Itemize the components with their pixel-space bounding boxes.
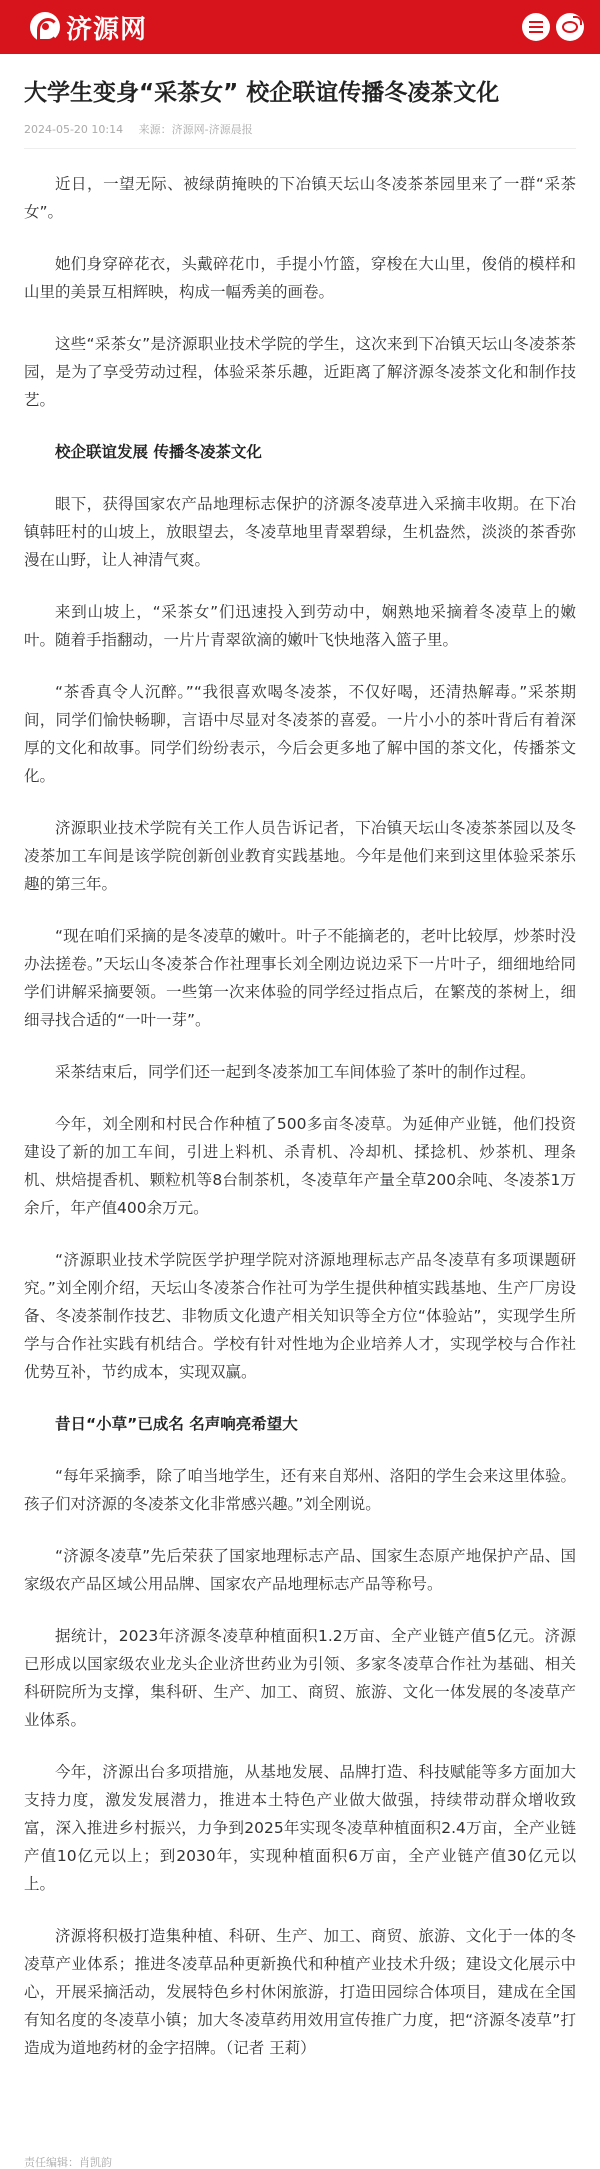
paragraph: 采茶结束后，同学们还一起到冬凌茶加工车间体验了茶叶的制作过程。 xyxy=(55,1063,536,1081)
paragraph: 今年，刘全刚和村民合作种植了500多亩冬凌草。为延伸产业链，他们投资建设了新的加工车间，引进上料机、杀青机、冷却机、揉捻机、炒茶机、理条机、烘焙提香机、颗粒机等8台制茶机，冬凌草年产量全草200余吨、冬凌茶1万余斤，年产值400余万元。 xyxy=(24,1115,576,1217)
menu-icon[interactable] xyxy=(522,13,550,41)
paragraph: “现在咱们采摘的是冬凌草的嫩叶。叶子不能摘老的，老叶比较厚，炒茶时没办法搓卷。”天坛山冬凌茶合作社理事长刘全刚边说边采下一片叶子，细细地给同学们讲解采摘要领。一些第一次来体验的同学经过指点后，在繁茂的茶树上，细细寻找合适的“一叶一芽”。 xyxy=(24,927,576,1029)
article-title: 大学生变身“采茶女” 校企联谊传播冬凌茶文化 xyxy=(24,80,500,106)
weibo-glyph-icon xyxy=(562,21,578,33)
paragraph: 济源将积极打造集种植、科研、生产、加工、商贸、旅游、文化于一体的冬凌草产业体系；推进冬凌草品种更新换代和种植产业技术升级；建设文化展示中心，开展采摘活动，发展特色乡村休闲旅游，打造田园综合体项目，建成在全国有知名度的冬凌草小镇；加大冬凌草药用效用宣传推广力度，把“济源冬凌草”打造成为道地药材的金字招牌。（记者 王莉） xyxy=(24,1927,576,2057)
section-heading: 校企联谊发展 传播冬凌茶文化 xyxy=(55,443,262,461)
paragraph: “济源职业技术学院医学护理学院对济源地理标志产品冬凌草有多项课题研究。”刘全刚介绍，天坛山冬凌茶合作社可为学生提供种植实践基地、生产厂房设备、冬凌茶制作技艺、非物质文化遗产相关知识等全方位“体验站”，实现学生所学与合作社实践有机结合。学校有针对性地为企业培养人才，实现学校与合作社优势互补，节约成本，实现双赢。 xyxy=(24,1251,576,1381)
logo-mark-icon xyxy=(30,12,60,42)
responsible-editor: 责任编辑：肖凯韵 xyxy=(24,2156,112,2169)
paragraph: “济源冬凌草”先后荣获了国家地理标志产品、国家生态原产地保护产品、国家级农产品区域公用品牌、国家农产品地理标志产品等称号。 xyxy=(24,1547,576,1593)
paragraph: 她们身穿碎花衣，头戴碎花巾，手提小竹篮，穿梭在大山里，俊俏的模样和山里的美景互相辉映，构成一幅秀美的画卷。 xyxy=(24,255,576,301)
section-heading: 昔日“小草”已成名 名声响亮希望大 xyxy=(55,1415,298,1433)
weibo-icon[interactable] xyxy=(556,13,584,41)
paragraph: “茶香真令人沉醉。”“我很喜欢喝冬凌茶，不仅好喝，还清热解毒。”采茶期间，同学们愉快畅聊，言语中尽显对冬凌茶的喜爱。一片小小的茶叶背后有着深厚的文化和故事。同学们纷纷表示，今后会更多地了解中国的茶文化，传播茶文化。 xyxy=(24,683,576,785)
paragraph: 今年，济源出台多项措施，从基地发展、品牌打造、科技赋能等多方面加大支持力度，激发发展潜力，推进本土特色产业做大做强，持续带动群众增收致富，深入推进乡村振兴，力争到2025年实现冬凌草种植面积2.4万亩，全产业链产值10亿元以上；到2030年，实现种植面积6万亩，全产业链产值30亿元以上。 xyxy=(24,1763,576,1893)
article-body xyxy=(24,170,576,2086)
site-logo[interactable] xyxy=(30,10,147,44)
paragraph: 近日，一望无际、被绿荫掩映的下冶镇天坛山冬凌茶茶园里来了一群“采茶女”。 xyxy=(24,175,576,221)
top-bar xyxy=(0,0,600,54)
article-source: 来源：济源网-济源晨报 xyxy=(138,123,253,136)
menu-glyph-icon xyxy=(529,21,543,33)
logo-text: 济源网 xyxy=(66,14,148,45)
publish-datetime: 2024-05-20 10:14 xyxy=(24,123,124,136)
paragraph: 来到山坡上，“采茶女”们迅速投入到劳动中，娴熟地采摘着冬凌草上的嫩叶。随着手指翻动，一片片青翠欲滴的嫩叶飞快地落入篮子里。 xyxy=(24,603,576,649)
paragraph: 据统计，2023年济源冬凌草种植面积1.2万亩、全产业链产值5亿元。济源已形成以国家级农业龙头企业济世药业为引领、多家冬凌草合作社为基础、相关科研院所为支撑，集科研、生产、加工、商贸、旅游、文化一体发展的冬凌草产业体系。 xyxy=(24,1627,576,1729)
article-meta xyxy=(24,121,265,137)
paragraph: 这些“采茶女”是济源职业技术学院的学生，这次来到下冶镇天坛山冬凌茶茶园，是为了享受劳动过程，体验采茶乐趣，近距离了解济源冬凌茶文化和制作技艺。 xyxy=(24,335,576,409)
paragraph: 济源职业技术学院有关工作人员告诉记者，下冶镇天坛山冬凌茶茶园以及冬凌茶加工车间是该学院创新创业教育实践基地。今年是他们来到这里体验采茶乐趣的第三年。 xyxy=(24,819,576,893)
paragraph: 眼下，获得国家农产品地理标志保护的济源冬凌草进入采摘丰收期。在下冶镇韩旺村的山坡上，放眼望去，冬凌草地里青翠碧绿，生机盎然，淡淡的茶香弥漫在山野，让人神清气爽。 xyxy=(24,495,576,569)
title-divider xyxy=(24,148,576,149)
paragraph: “每年采摘季，除了咱当地学生，还有来自郑州、洛阳的学生会来这里体验。孩子们对济源的冬凌茶文化非常感兴趣。”刘全刚说。 xyxy=(24,1467,576,1513)
